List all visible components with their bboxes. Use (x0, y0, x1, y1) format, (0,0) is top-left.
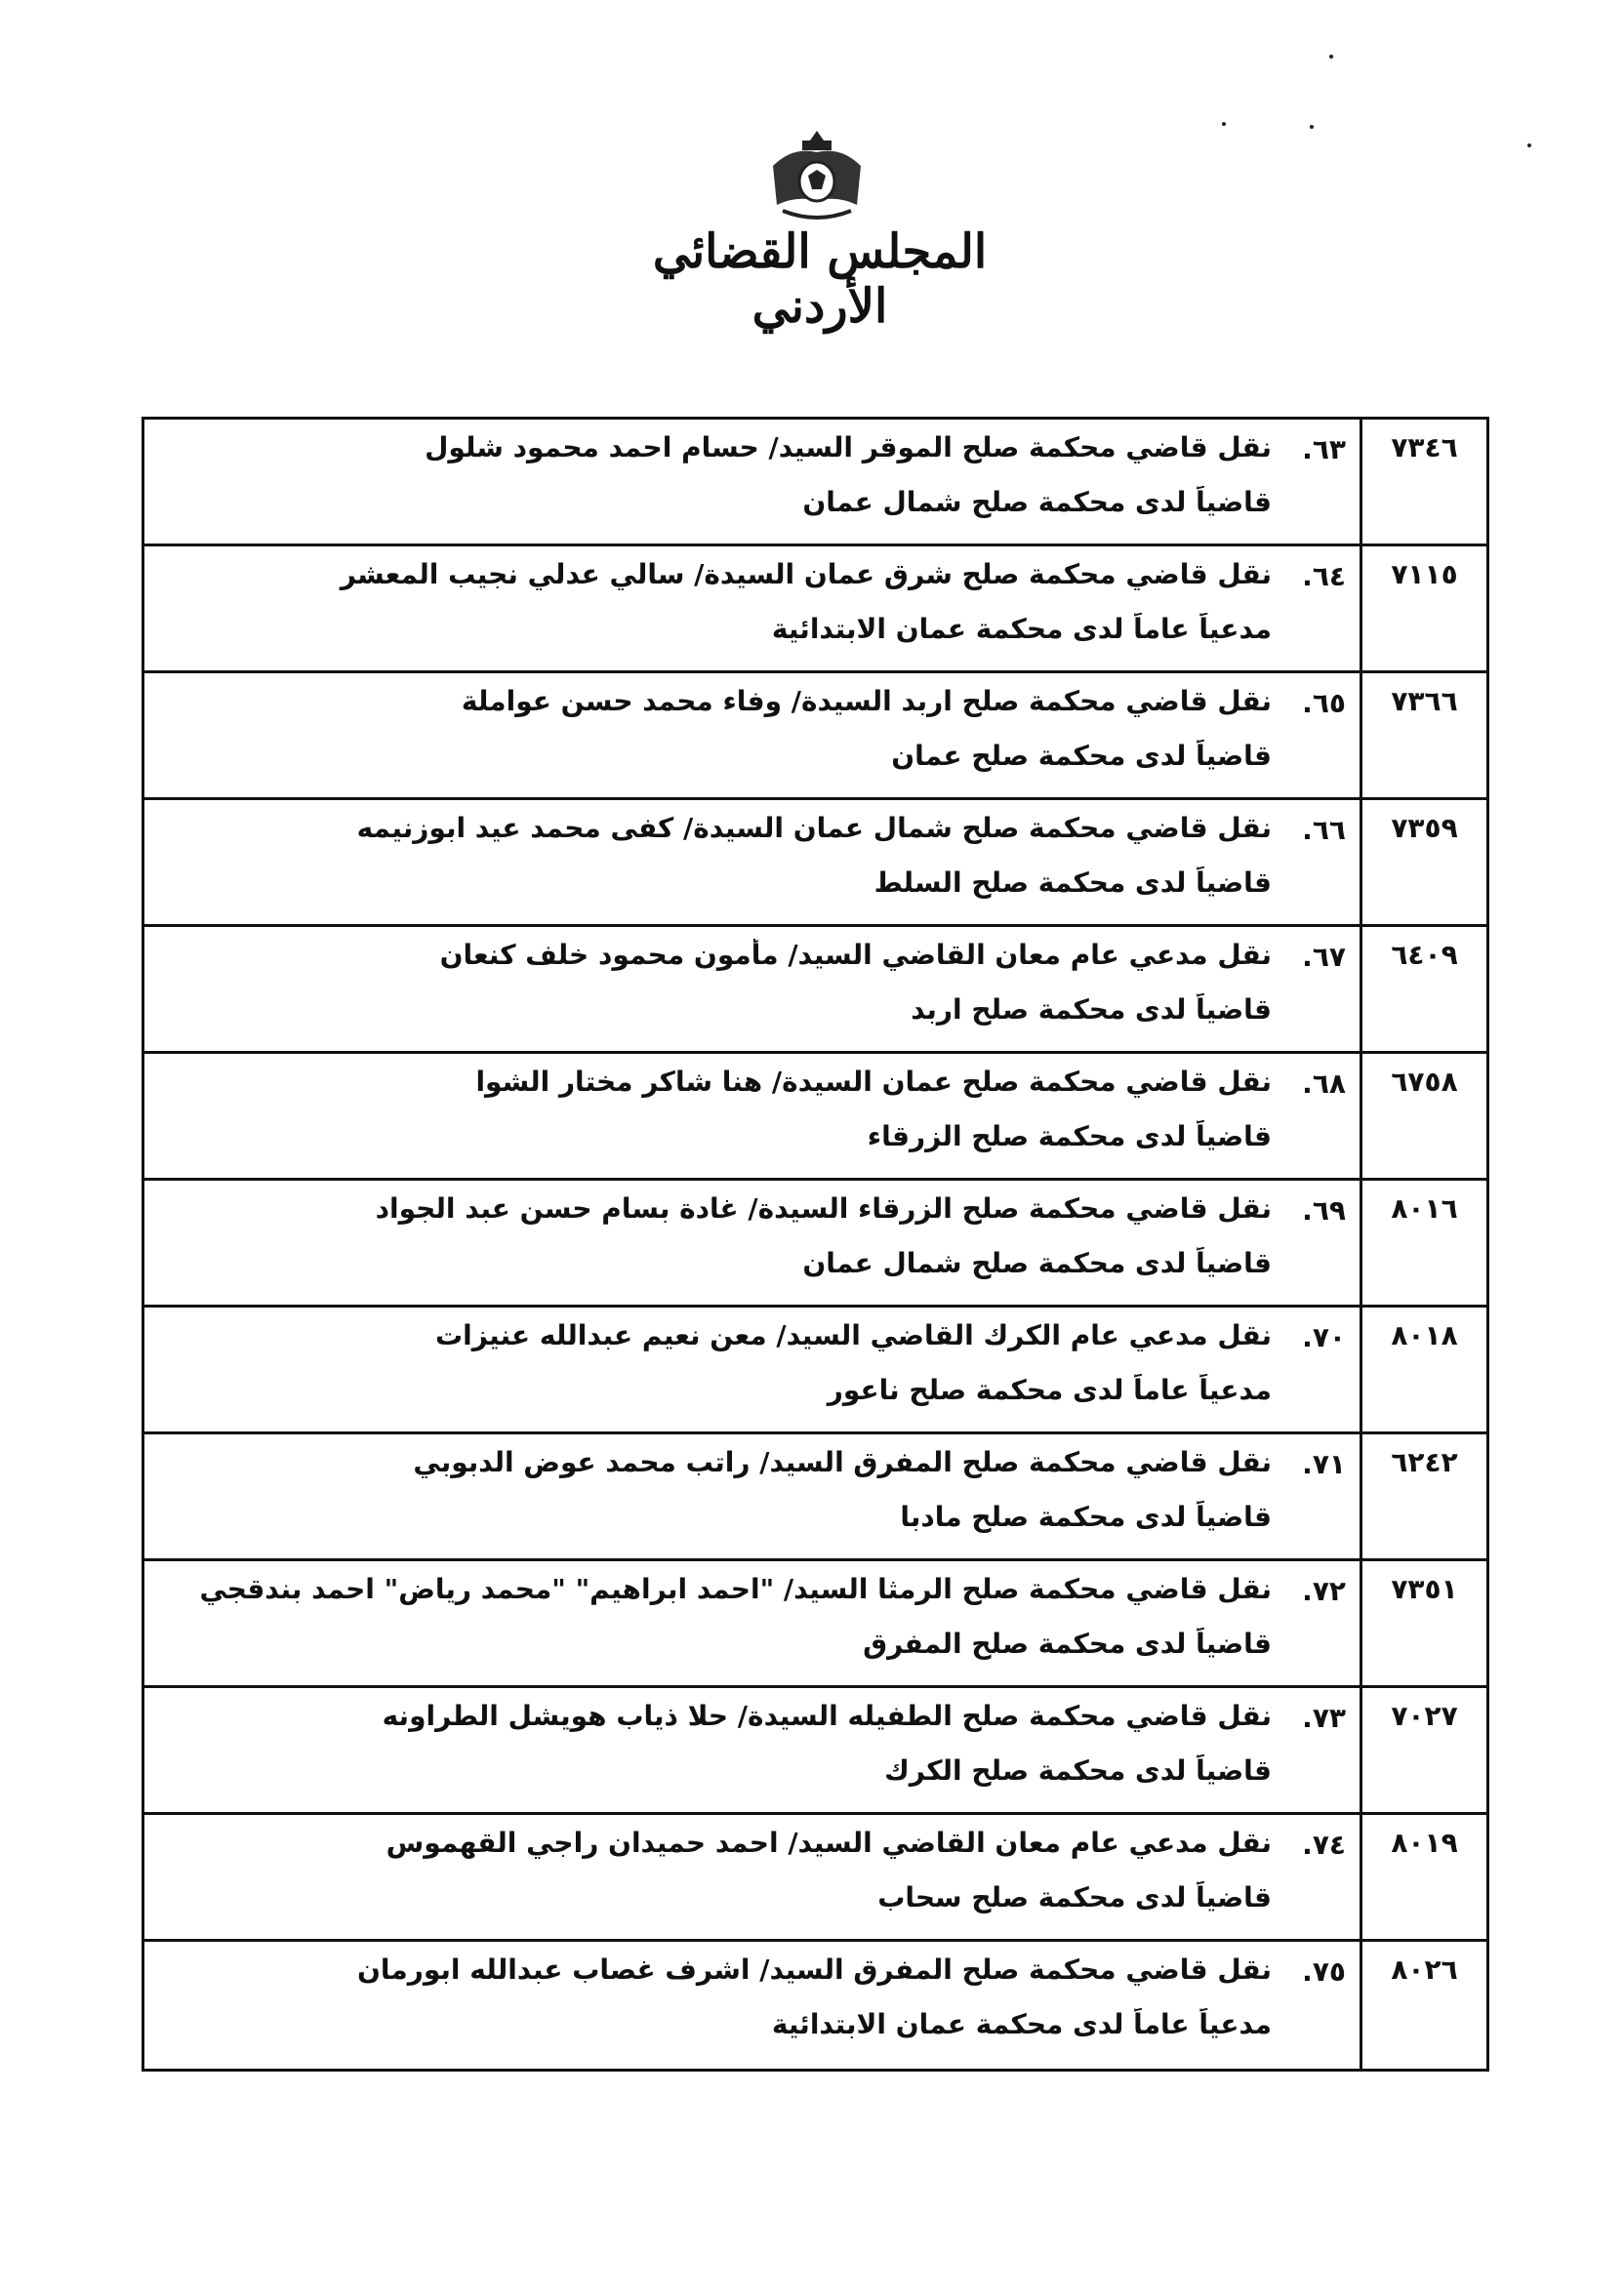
entry-line-1: نقل قاضي محكمة صلح اربد السيدة/ وفاء محمد حسن عواملة (461, 685, 1272, 717)
entry-order: ٧٥. (1302, 1955, 1346, 1988)
entry-line-1: نقل قاضي محكمة صلح شمال عمان السيدة/ كفى محمد عيد ابوزنيمه (356, 812, 1272, 844)
entry-text (144, 1942, 1360, 2069)
entry-text (144, 1054, 1360, 1178)
entry-order: ٦٥. (1302, 687, 1346, 719)
record-number: ٦٧٥٨ (1360, 1054, 1486, 1178)
entry-text (144, 1434, 1360, 1558)
record-number: ٨٠١٨ (1360, 1308, 1486, 1431)
transfers-table (142, 417, 1489, 2072)
entry-order: ٧١. (1302, 1448, 1346, 1480)
record-number: ٧١١٥ (1360, 546, 1486, 670)
entry-text (144, 927, 1360, 1051)
entry-line-1: نقل قاضي محكمة صلح عمان السيدة/ هنا شاكر مختار الشوا (475, 1066, 1272, 1098)
entry-text (144, 1561, 1360, 1685)
entry-line-1: نقل مدعي عام معان القاضي السيد/ احمد حميدان راجي القهموس (386, 1827, 1272, 1859)
entry-line-2: قاضياً لدى محكمة صلح الكرك (884, 1754, 1272, 1787)
table-row (144, 1054, 1486, 1181)
table-row (144, 800, 1486, 927)
entry-line-2: قاضياً لدى محكمة صلح اربد (911, 993, 1272, 1026)
table-row (144, 1181, 1486, 1308)
record-number: ٧٠٢٧ (1360, 1688, 1486, 1812)
letterhead (0, 117, 1624, 334)
entry-line-2: مدعياً عاماً لدى محكمة صلح ناعور (827, 1374, 1272, 1406)
scan-speck (1310, 125, 1314, 129)
entry-text (144, 1815, 1360, 1939)
entry-line-1: نقل قاضي محكمة صلح الطفيله السيدة/ حلا ذياب هويشل الطراونه (382, 1700, 1272, 1732)
record-number: ٦٢٤٢ (1360, 1434, 1486, 1558)
coat-of-arms-emblem (763, 127, 871, 224)
entry-text (144, 546, 1360, 670)
record-number: ٨٠١٩ (1360, 1815, 1486, 1939)
entry-line-2: قاضياً لدى محكمة صلح المفرق (863, 1628, 1272, 1660)
entry-text (144, 420, 1360, 544)
entry-text (144, 1181, 1360, 1305)
entry-order: ٦٣. (1302, 433, 1346, 465)
scan-speck (1527, 143, 1531, 147)
entry-text (144, 1308, 1360, 1431)
entry-line-2: قاضياً لدى محكمة صلح السلط (873, 866, 1272, 899)
entry-line-2: قاضياً لدى محكمة صلح شمال عمان (802, 486, 1272, 518)
entry-order: ٦٧. (1302, 941, 1346, 973)
entry-order: ٦٨. (1302, 1067, 1346, 1100)
table-row (144, 1308, 1486, 1434)
entry-text (144, 1688, 1360, 1812)
entry-line-1: نقل قاضي محكمة صلح المفرق السيد/ اشرف غصاب عبدالله ابورمان (357, 1954, 1272, 1986)
entry-line-2: قاضياً لدى محكمة صلح عمان (891, 740, 1272, 772)
entry-line-2: قاضياً لدى محكمة صلح مادبا (900, 1501, 1272, 1533)
table-row (144, 1434, 1486, 1561)
record-number: ٧٣٥١ (1360, 1561, 1486, 1685)
table-row (144, 546, 1486, 673)
entry-line-2: قاضياً لدى محكمة صلح شمال عمان (802, 1247, 1272, 1279)
record-number: ٧٣٥٩ (1360, 800, 1486, 924)
entry-order: ٧٣. (1302, 1702, 1346, 1734)
entry-line-1: نقل قاضي محكمة صلح الموقر السيد/ حسام احمد محمود شلول (425, 431, 1272, 463)
record-number: ٧٣٦٦ (1360, 673, 1486, 797)
table-row (144, 1688, 1486, 1815)
table-row (144, 420, 1486, 546)
entry-order: ٧٠. (1302, 1321, 1346, 1353)
scan-speck (1222, 122, 1226, 126)
entry-line-1: نقل مدعي عام معان القاضي السيد/ مأمون محمود خلف كنعان (439, 939, 1272, 971)
entry-line-1: نقل قاضي محكمة صلح الرمثا السيد/ "احمد ابراهيم" "محمد رياض" احمد بندقجي (199, 1573, 1272, 1605)
entry-line-1: نقل قاضي محكمة صلح المفرق السيد/ راتب محمد عوض الدبوبي (413, 1446, 1272, 1478)
entry-line-1: نقل قاضي محكمة صلح الزرقاء السيدة/ غادة بسام حسن عبد الجواد (375, 1192, 1272, 1225)
record-number: ٨٠١٦ (1360, 1181, 1486, 1305)
record-number: ٨٠٢٦ (1360, 1942, 1486, 2069)
entry-text (144, 800, 1360, 924)
table-row (144, 1815, 1486, 1942)
table-row (144, 1561, 1486, 1688)
entry-order: ٦٦. (1302, 814, 1346, 846)
entry-order: ٦٩. (1302, 1194, 1346, 1227)
entry-text (144, 673, 1360, 797)
entry-line-1: نقل قاضي محكمة صلح شرق عمان السيدة/ سالي عدلي نجيب المعشر (340, 558, 1272, 590)
entry-line-2: قاضياً لدى محكمة صلح سحاب (877, 1881, 1272, 1913)
entry-order: ٧٤. (1302, 1829, 1346, 1861)
record-number: ٧٣٤٦ (1360, 420, 1486, 544)
scan-speck (1329, 55, 1333, 59)
table-row (144, 1942, 1486, 2069)
table-row (144, 673, 1486, 800)
council-name: المجلس القضائي الأردني (652, 224, 988, 334)
entry-line-1: نقل مدعي عام الكرك القاضي السيد/ معن نعيم عبدالله عنيزات (434, 1319, 1272, 1351)
entry-line-2: قاضياً لدى محكمة صلح الزرقاء (867, 1120, 1272, 1152)
entry-line-2: مدعياً عاماً لدى محكمة عمان الابتدائية (771, 2008, 1272, 2040)
entry-order: ٧٢. (1302, 1575, 1346, 1607)
entry-line-2: مدعياً عاماً لدى محكمة عمان الابتدائية (771, 613, 1272, 645)
record-number: ٦٤٠٩ (1360, 927, 1486, 1051)
table-row (144, 927, 1486, 1054)
entry-order: ٦٤. (1302, 560, 1346, 592)
